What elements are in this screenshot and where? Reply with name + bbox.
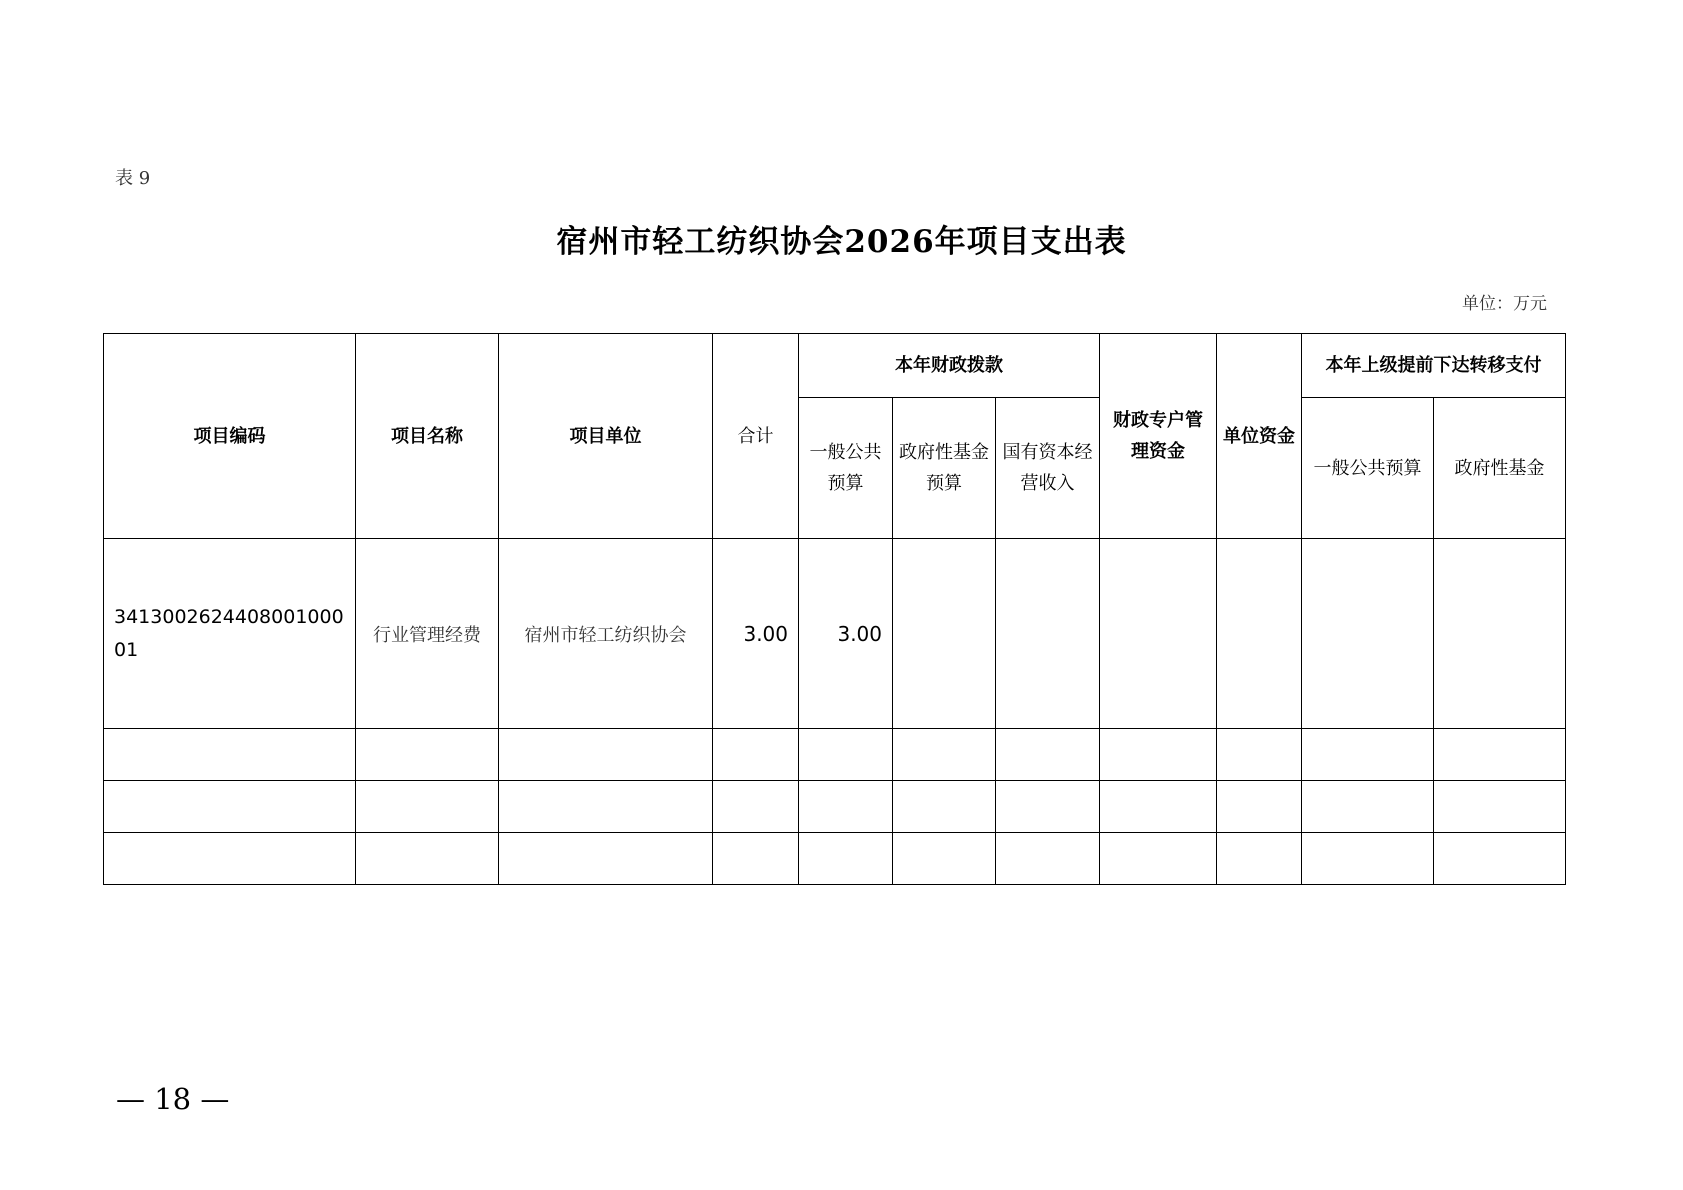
cell-transfer-general-public-budget — [1302, 539, 1434, 729]
header-project-code: 项目编码 — [104, 334, 356, 539]
header-total: 合计 — [713, 334, 799, 539]
cell-state-capital-income — [996, 781, 1100, 833]
header-gov-fund-budget: 政府性基金预算 — [893, 398, 996, 539]
unit-label: 单位：万元 — [1462, 294, 1547, 314]
cell-transfer-gov-fund — [1434, 729, 1566, 781]
header-transfer-general-public-budget: 一般公共预算 — [1302, 398, 1434, 539]
cell-fiscal-special-funds — [1100, 781, 1217, 833]
cell-project-name — [356, 833, 499, 885]
page-number: — 18 — — [116, 1082, 230, 1116]
cell-project-name — [356, 729, 499, 781]
cell-gov-fund-budget — [893, 833, 996, 885]
cell-project-name: 行业管理经费 — [356, 539, 499, 729]
page-title: 宿州市轻工纺织协会2026年项目支出表 — [556, 224, 1127, 260]
header-transfer-group: 本年上级提前下达转移支付 — [1302, 334, 1566, 398]
cell-transfer-gov-fund — [1434, 539, 1566, 729]
cell-unit-funds — [1217, 781, 1302, 833]
cell-general-public-budget — [799, 729, 893, 781]
cell-total — [713, 781, 799, 833]
table-number: 表 9 — [115, 168, 151, 189]
cell-state-capital-income — [996, 539, 1100, 729]
header-fiscal-group: 本年财政拨款 — [799, 334, 1100, 398]
cell-total: 3.00 — [713, 539, 799, 729]
header-project-unit: 项目单位 — [499, 334, 713, 539]
table-row — [104, 729, 1566, 781]
cell-state-capital-income — [996, 729, 1100, 781]
table-row — [104, 833, 1566, 885]
cell-transfer-general-public-budget — [1302, 781, 1434, 833]
cell-transfer-gov-fund — [1434, 833, 1566, 885]
header-fiscal-special-funds: 财政专户管理资金 — [1100, 334, 1217, 539]
header-project-name: 项目名称 — [356, 334, 499, 539]
header-unit-funds: 单位资金 — [1217, 334, 1302, 539]
cell-total — [713, 833, 799, 885]
cell-project-name — [356, 781, 499, 833]
table-row — [104, 781, 1566, 833]
table-row — [104, 539, 1566, 729]
header-state-capital-income: 国有资本经营收入 — [996, 398, 1100, 539]
project-expenditure-table — [103, 333, 1566, 885]
cell-fiscal-special-funds — [1100, 833, 1217, 885]
cell-transfer-general-public-budget — [1302, 833, 1434, 885]
cell-gov-fund-budget — [893, 781, 996, 833]
cell-transfer-general-public-budget — [1302, 729, 1434, 781]
cell-fiscal-special-funds — [1100, 729, 1217, 781]
cell-fiscal-special-funds — [1100, 539, 1217, 729]
header-general-public-budget: 一般公共预算 — [799, 398, 893, 539]
cell-state-capital-income — [996, 833, 1100, 885]
cell-project-unit — [499, 729, 713, 781]
cell-total — [713, 729, 799, 781]
cell-project-code — [104, 729, 356, 781]
cell-general-public-budget — [799, 781, 893, 833]
cell-project-unit — [499, 781, 713, 833]
cell-gov-fund-budget — [893, 729, 996, 781]
cell-transfer-gov-fund — [1434, 781, 1566, 833]
cell-project-code — [104, 833, 356, 885]
cell-unit-funds — [1217, 833, 1302, 885]
cell-general-public-budget — [799, 833, 893, 885]
cell-general-public-budget: 3.00 — [799, 539, 893, 729]
cell-project-code — [104, 781, 356, 833]
cell-unit-funds — [1217, 729, 1302, 781]
header-transfer-gov-fund: 政府性基金 — [1434, 398, 1566, 539]
cell-gov-fund-budget — [893, 539, 996, 729]
cell-project-unit: 宿州市轻工纺织协会 — [499, 539, 713, 729]
cell-project-unit — [499, 833, 713, 885]
cell-project-code: 341300262440800100001 — [104, 539, 356, 729]
cell-unit-funds — [1217, 539, 1302, 729]
